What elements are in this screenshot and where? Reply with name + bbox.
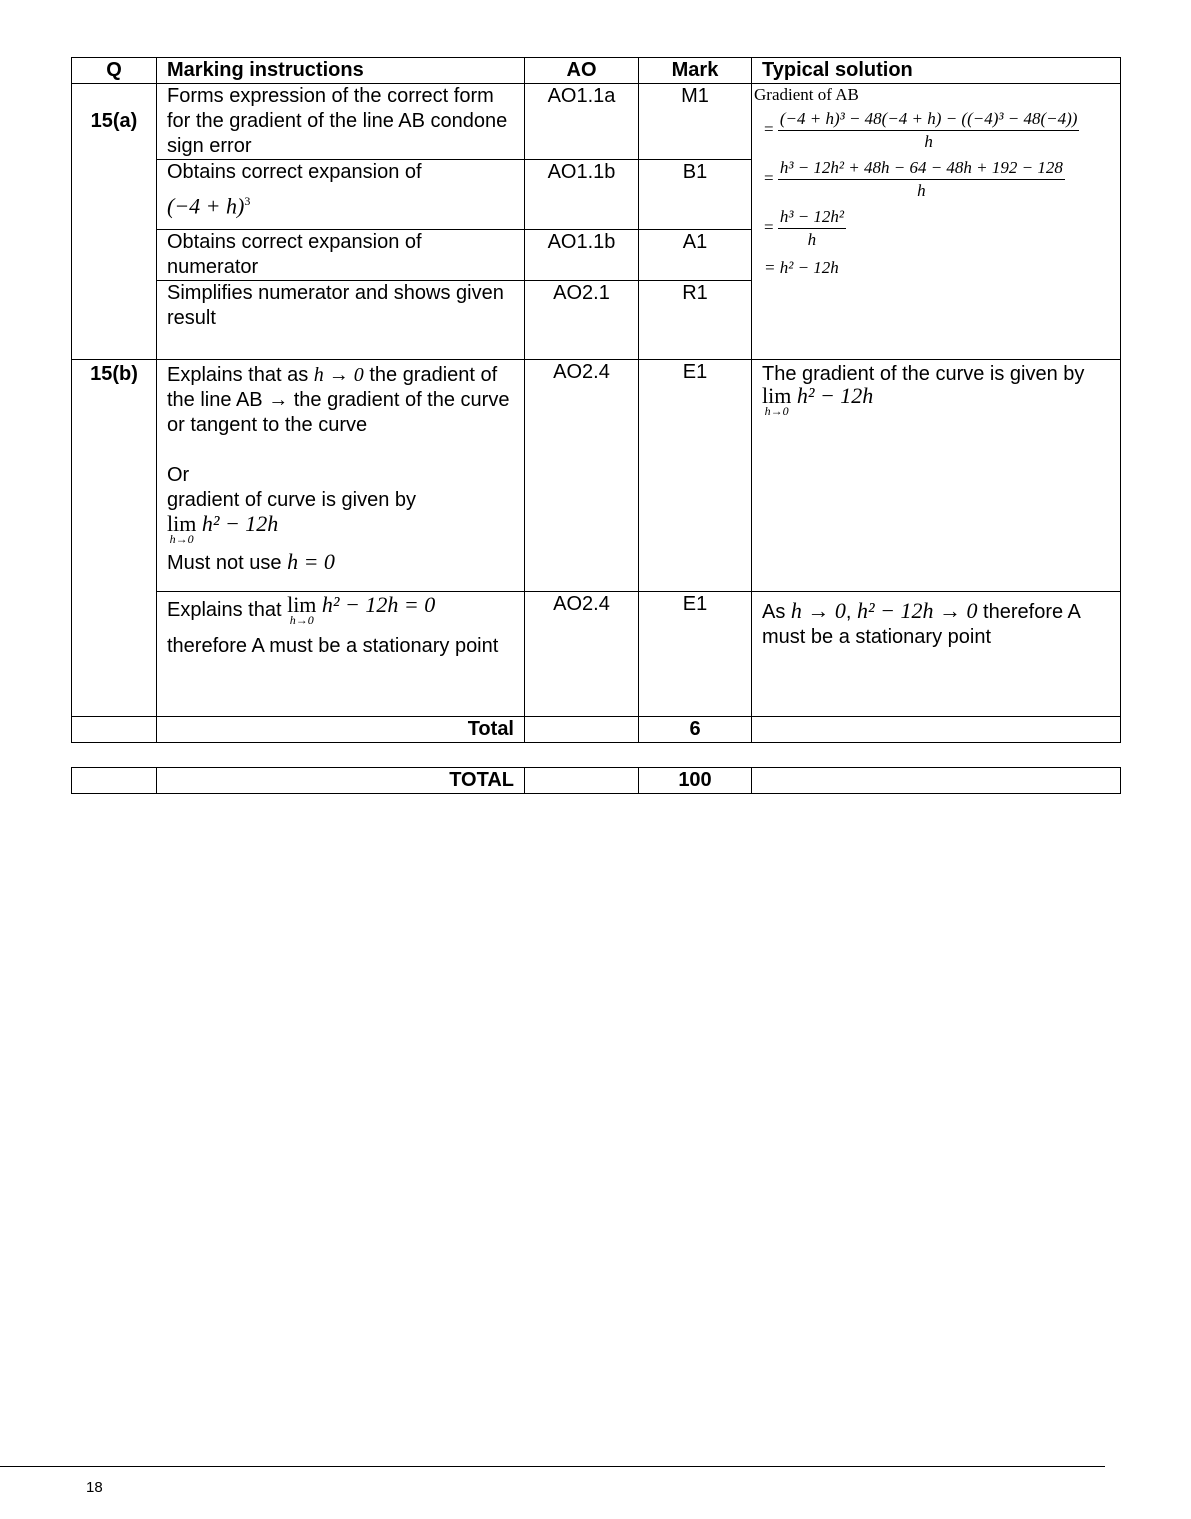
marking-instruction: Forms expression of the correct form for the gradient of the line AB condone sign error bbox=[157, 84, 525, 160]
solution-text: The gradient of the curve is given by bbox=[762, 363, 1085, 385]
table-row bbox=[72, 592, 1121, 717]
math-expression: h² − 12h → 0 bbox=[857, 598, 978, 623]
solution-step-4: = h² − 12h bbox=[764, 258, 839, 277]
mark-cell: A1 bbox=[639, 230, 752, 281]
math-expression: h = 0 bbox=[287, 549, 335, 574]
lim-expression: h² − 12h = 0 bbox=[321, 592, 436, 617]
lim-subscript: h→0 bbox=[764, 404, 789, 418]
arrow-symbol: → bbox=[268, 389, 289, 411]
instruction-text: Explains that bbox=[167, 599, 282, 621]
typical-solution-15a bbox=[752, 84, 1121, 360]
grand-total-table bbox=[71, 767, 1121, 794]
marking-instruction: Obtains correct expansion of numerator bbox=[157, 230, 525, 281]
header-marking-instructions: Marking instructions bbox=[157, 58, 525, 84]
instruction-text: Explains that as bbox=[167, 364, 309, 386]
mark-cell: E1 bbox=[639, 592, 752, 717]
ao-cell: AO2.4 bbox=[525, 360, 639, 592]
empty-cell bbox=[525, 717, 639, 743]
ao-cell: AO1.1b bbox=[525, 160, 639, 230]
table-row bbox=[72, 84, 1121, 160]
or-text: Or bbox=[167, 464, 190, 486]
denominator: h bbox=[924, 132, 933, 151]
mark-cell: M1 bbox=[639, 84, 752, 160]
instruction-text: gradient of curve is given by bbox=[167, 489, 417, 511]
total-value: 6 bbox=[639, 717, 752, 743]
q-label: 15(a) bbox=[90, 110, 138, 132]
solution-heading: Gradient of AB bbox=[754, 85, 859, 104]
header-typical-solution: Typical solution bbox=[752, 58, 1121, 84]
mark-cell: R1 bbox=[639, 281, 752, 360]
lim-expression: h² − 12h bbox=[796, 383, 874, 408]
grand-total-value: 100 bbox=[639, 768, 752, 794]
solution-text: therefore A must be a stationary point bbox=[762, 601, 1080, 648]
lim-expression: h² − 12h bbox=[201, 511, 279, 536]
fraction bbox=[778, 206, 846, 251]
numerator: (−4 + h)³ − 48(−4 + h) − ((−4)³ − 48(−4)) bbox=[778, 108, 1080, 131]
footer-divider bbox=[0, 1466, 1105, 1467]
grand-total-label: TOTAL bbox=[157, 768, 525, 794]
lim-subscript: h→0 bbox=[289, 613, 314, 627]
header-mark: Mark bbox=[639, 58, 752, 84]
math-expression: h → 0 bbox=[790, 598, 846, 623]
instruction-text: the gradient of the curve or tangent to the curve bbox=[167, 389, 510, 436]
limit-expression bbox=[762, 383, 874, 418]
fraction bbox=[778, 157, 1065, 202]
fraction bbox=[778, 108, 1080, 153]
exponent: 3 bbox=[244, 194, 251, 208]
denominator: h bbox=[917, 181, 926, 200]
typical-solution-15b-1 bbox=[752, 360, 1121, 592]
expression: (−4 + h) bbox=[167, 193, 245, 219]
limit-operator bbox=[167, 511, 197, 546]
denominator: h bbox=[807, 230, 817, 249]
marking-instruction: Simplifies numerator and shows given result bbox=[157, 281, 525, 360]
numerator: h³ − 12h² + 48h − 64 − 48h + 192 − 128 bbox=[778, 157, 1065, 180]
mark-cell: B1 bbox=[639, 160, 752, 230]
instruction-text: therefore A must be a stationary point bbox=[167, 635, 499, 657]
marking-instruction bbox=[157, 160, 525, 230]
limit-operator bbox=[762, 383, 792, 418]
typical-solution-15b-2: As h → 0, h² − 12h → 0 therefore A must be a stationary point bbox=[752, 592, 1121, 717]
table-row bbox=[72, 360, 1121, 592]
header-q: Q bbox=[72, 58, 157, 84]
limit-operator bbox=[287, 592, 317, 627]
empty-cell bbox=[752, 717, 1121, 743]
equals-sign: = bbox=[764, 217, 774, 237]
numerator: h³ − 12h² bbox=[778, 206, 846, 229]
solution-step-2 bbox=[764, 157, 1120, 202]
ao-cell: AO1.1b bbox=[525, 230, 639, 281]
instruction-text: the gradient of the line AB bbox=[167, 364, 498, 411]
marking-instruction bbox=[157, 360, 525, 592]
mark-cell: E1 bbox=[639, 360, 752, 592]
solution-text: As bbox=[762, 601, 786, 623]
q-label: 15(b) bbox=[90, 363, 138, 385]
ao-cell: AO1.1a bbox=[525, 84, 639, 160]
equals-sign: = bbox=[764, 119, 774, 139]
math-expression: h → 0 bbox=[313, 364, 364, 386]
lim-text: lim bbox=[762, 383, 792, 408]
solution-step-3 bbox=[764, 206, 1120, 251]
empty-cell bbox=[525, 768, 639, 794]
empty-cell bbox=[72, 768, 157, 794]
lim-text: lim bbox=[167, 511, 197, 536]
question-label-15b bbox=[72, 360, 157, 717]
mark-scheme-table bbox=[71, 57, 1121, 743]
empty-cell bbox=[752, 768, 1121, 794]
question-label-15a bbox=[72, 84, 157, 360]
ao-cell: AO2.4 bbox=[525, 592, 639, 717]
empty-cell bbox=[72, 717, 157, 743]
limit-expression bbox=[287, 592, 436, 627]
equals-sign: = bbox=[764, 168, 774, 188]
lim-text: lim bbox=[287, 592, 317, 617]
header-ao: AO bbox=[525, 58, 639, 84]
marking-instruction bbox=[157, 592, 525, 717]
page-number: 18 bbox=[86, 1479, 103, 1496]
instruction-text: Obtains correct expansion of bbox=[167, 161, 422, 183]
grand-total-row bbox=[72, 768, 1121, 794]
expansion-expression bbox=[167, 185, 518, 222]
header-row bbox=[72, 58, 1121, 84]
lim-subscript: h→0 bbox=[169, 532, 194, 546]
solution-step-1 bbox=[764, 108, 1120, 153]
limit-expression bbox=[167, 511, 518, 546]
total-label: Total bbox=[157, 717, 525, 743]
instruction-text: Must not use bbox=[167, 552, 282, 574]
total-row bbox=[72, 717, 1121, 743]
ao-cell: AO2.1 bbox=[525, 281, 639, 360]
